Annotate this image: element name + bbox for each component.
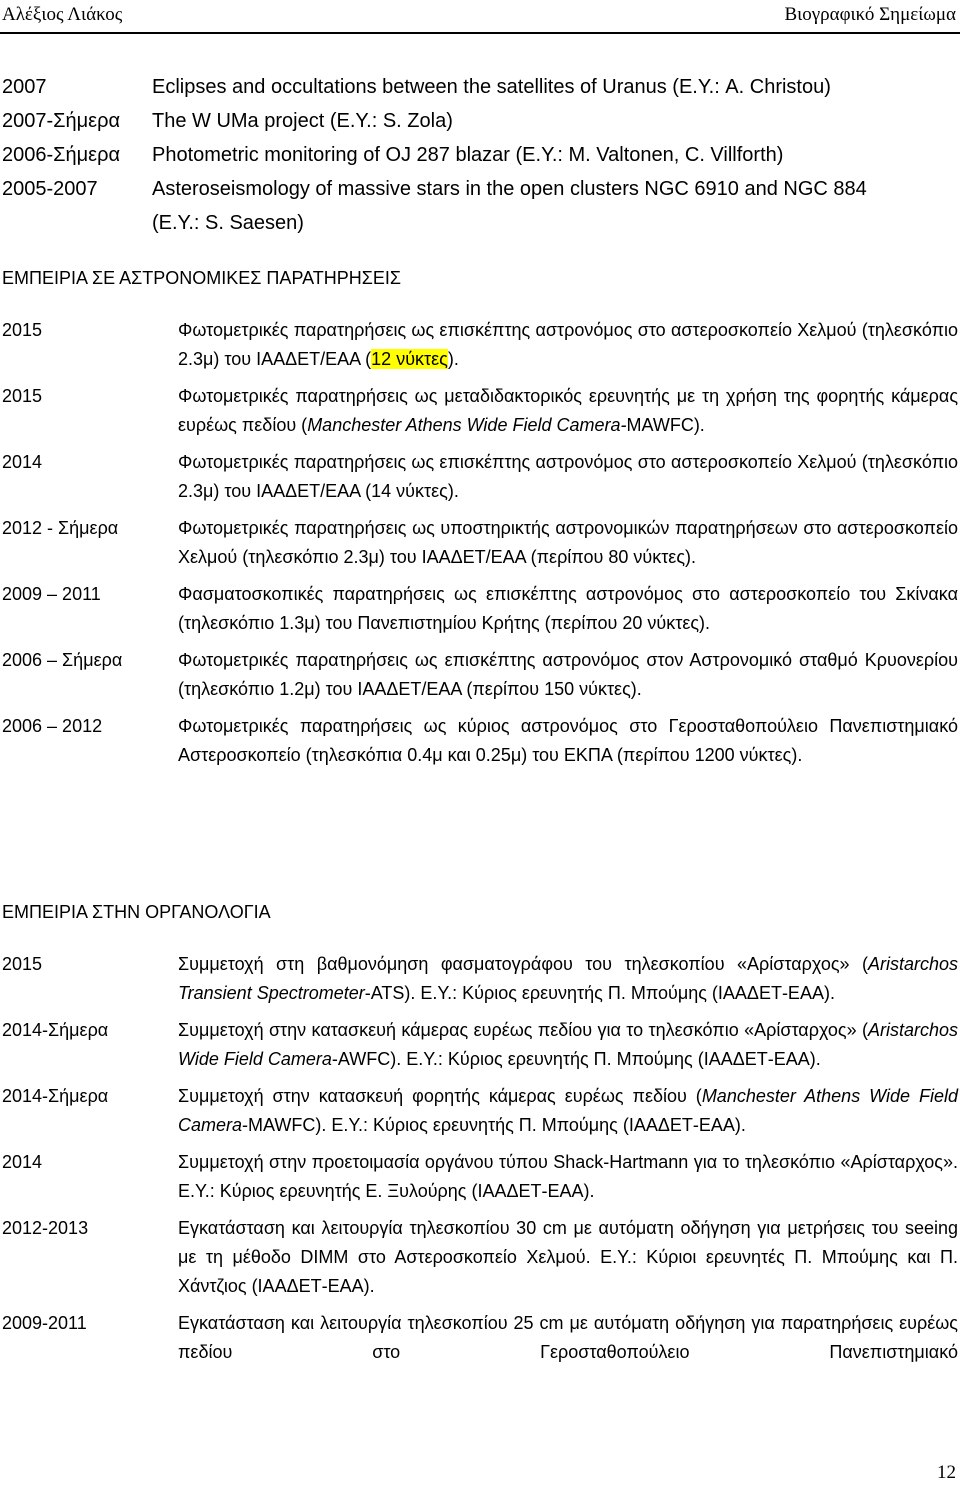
project-row: [2, 104, 958, 138]
project-text: Photometric monitoring of OJ 287 blazar (Ε.Υ.: M. Valtonen, C. Villforth): [152, 144, 784, 166]
observation-text: Φωτομετρικές παρατηρήσεις ως επισκέπτης αστρονόμος στο αστεροσκοπείο Χελμού (τηλεσκόπιο 2.3μ) του ΙΑΑΔΕΤ/ΕΑΑ (12 νύκτες).: [178, 320, 958, 369]
project-year: 2007: [2, 76, 47, 98]
project-row: [2, 138, 958, 172]
instrument-entry: [2, 1016, 958, 1074]
project-text: Asteroseismology of massive stars in the open clusters NGC 6910 and NGC 884 (Ε.Υ.: S. Saesen): [152, 178, 867, 234]
instrument-entry: [2, 1309, 958, 1367]
observation-text: Φωτομετρικές παρατηρήσεις ως επισκέπτης αστρονόμος στο αστεροσκοπείο Χελμού (τηλεσκόπιο 2.3μ) του ΙΑΑΔΕΤ/ΕΑΑ (14 νύκτες).: [178, 452, 958, 501]
observation-text: Φωτομετρικές παρατηρήσεις ως μεταδιδακτορικός ερευνητής με τη χρήση της φορητής κάμερας ευρέως πεδίου (Manchester Athens Wide Field Camera-MAWFC).: [178, 386, 958, 435]
instrument-year: 2009-2011: [2, 1313, 87, 1333]
instrumentation-section: [2, 902, 958, 1367]
observation-year: 2012 - Σήμερα: [2, 518, 119, 538]
observation-entry: [2, 514, 958, 572]
observation-year: 2009 – 2011: [2, 584, 101, 604]
project-text-cont: (Ε.Υ.: S. Saesen): [152, 212, 304, 234]
observation-entry: [2, 448, 958, 506]
page-header: [2, 4, 956, 26]
observation-text: Φωτομετρικές παρατηρήσεις ως υποστηρικτής αστρονομικών παρατηρήσεων στο αστεροσκοπείο Χελμού (τηλεσκόπιο 2.3μ) του ΙΑΑΔΕΤ/ΕΑΑ (περίπου 80 νύκτες).: [178, 518, 958, 567]
highlighted-text: 12 νύκτες: [371, 349, 448, 369]
instrument-year: 2012-2013: [2, 1218, 89, 1238]
project-row: [2, 172, 958, 240]
page-number: 12: [937, 1462, 956, 1483]
instrument-entry: [2, 1082, 958, 1140]
instrument-entry: [2, 1148, 958, 1206]
project-year: 2007-Σήμερα: [2, 110, 121, 132]
instrumentation-title: ΕΜΠΕΙΡΙΑ ΣΤΗΝ ΟΡΓΑΝΟΛΟΓΙΑ: [2, 902, 271, 922]
observation-year: 2015: [2, 386, 43, 406]
instrument-entry: [2, 950, 958, 1008]
observation-year: 2015: [2, 320, 43, 340]
instrument-text: Συμμετοχή στην κατασκευή φορητής κάμερας ευρέως πεδίου (Manchester Athens Wide Field Camera-MAWFC). Ε.Υ.: Κύριος ερευνητής Π. Μπούμης (ΙΑΑΔΕΤ-ΕΑΑ).: [178, 1086, 958, 1135]
instrument-year: 2014-Σήμερα: [2, 1020, 109, 1040]
header-author: Αλέξιος Λιάκος: [2, 4, 123, 25]
instrument-year: 2015: [2, 954, 43, 974]
instrument-year: 2014: [2, 1152, 43, 1172]
instrument-text: Εγκατάσταση και λειτουργία τηλεσκοπίου 30 cm με αυτόματη οδήγηση για μετρήσεις του seeing με τη μέθοδο DIMM στο Αστεροσκοπείο Χελμού. Ε.Υ.: Κύριοι ερευνητές Π. Μπούμης και Π. Χάντζιος (ΙΑΑΔΕΤ-ΕΑΑ).: [178, 1218, 958, 1296]
observation-text: Φασματοσκοπικές παρατηρήσεις ως επισκέπτης αστρονόμος στο αστεροσκοπείο του Σκίνακα (τηλεσκόπιο 1.3μ) του Πανεπιστημίου Κρήτης (περίπου 20 νύκτες).: [178, 584, 958, 633]
observation-year: 2006 – 2012: [2, 716, 103, 736]
observation-year: 2014: [2, 452, 43, 472]
observation-entry: [2, 712, 958, 770]
observation-text: Φωτομετρικές παρατηρήσεις ως κύριος αστρονόμος στο Γεροσταθοπούλειο Πανεπιστημιακό Αστεροσκοπείο (τηλεσκόπια 0.4μ και 0.25μ) του ΕΚΠΑ (περίπου 1200 νύκτες).: [178, 716, 958, 765]
project-year: 2005-2007: [2, 178, 98, 200]
observation-entry: [2, 580, 958, 638]
header-rule: [0, 32, 960, 34]
instrument-text: Εγκατάσταση και λειτουργία τηλεσκοπίου 25 cm με αυτόματη οδήγηση για παρατηρήσεις ευρέως πεδίου στο Γεροσταθοπούλειο Πανεπιστημιακό: [178, 1313, 958, 1362]
project-text: The W UMa project (Ε.Υ.: S. Zola): [152, 110, 453, 132]
header-doc-title: Βιογραφικό Σημείωμα: [784, 4, 956, 25]
observation-entry: [2, 316, 958, 374]
observation-year: 2006 – Σήμερα: [2, 650, 123, 670]
instrument-text: Συμμετοχή στην προετοιμασία οργάνου τύπου Shack-Hartmann για το τηλεσκόπιο «Αρίσταρχος». Ε.Υ.: Κύριος ερευνητής Ε. Ξυλούρης (ΙΑΑΔΕΤ-ΕΑΑ).: [178, 1152, 958, 1201]
project-year: 2006-Σήμερα: [2, 144, 121, 166]
observation-entry: [2, 382, 958, 440]
instrument-entry: [2, 1214, 958, 1301]
observation-text: Φωτομετρικές παρατηρήσεις ως επισκέπτης αστρονόμος στον Αστρονομικό σταθμό Κρυονερίου (τηλεσκόπιο 1.2μ) του ΙΑΑΔΕΤ/ΕΑΑ (περίπου 150 νύκτες).: [178, 650, 958, 699]
observation-entry: [2, 646, 958, 704]
project-row: [2, 70, 958, 104]
observations-title: ΕΜΠΕΙΡΙΑ ΣΕ ΑΣΤΡΟΝΟΜΙΚΕΣ ΠΑΡΑΤΗΡΗΣΕΙΣ: [2, 268, 402, 288]
instrument-year: 2014-Σήμερα: [2, 1086, 109, 1106]
instrument-text: Συμμετοχή στην κατασκευή κάμερας ευρέως πεδίου για το τηλεσκόπιο «Αρίσταρχος» (Aristarchos Wide Field Camera-AWFC). Ε.Υ.: Κύριος ερευνητής Π. Μπούμης (ΙΑΑΔΕΤ-ΕΑΑ).: [178, 1020, 958, 1069]
project-text: Eclipses and occultations between the satellites of Uranus (Ε.Υ.: A. Christou): [152, 76, 831, 98]
projects-list: [2, 70, 958, 240]
instrument-text: Συμμετοχή στη βαθμονόμηση φασματογράφου του τηλεσκοπίου «Αρίσταρχος» (Aristarchos Transient Spectrometer-ATS). Ε.Υ.: Κύριος ερευνητής Π. Μπούμης (ΙΑΑΔΕΤ-ΕΑΑ).: [178, 954, 958, 1003]
observations-section: [2, 268, 958, 770]
